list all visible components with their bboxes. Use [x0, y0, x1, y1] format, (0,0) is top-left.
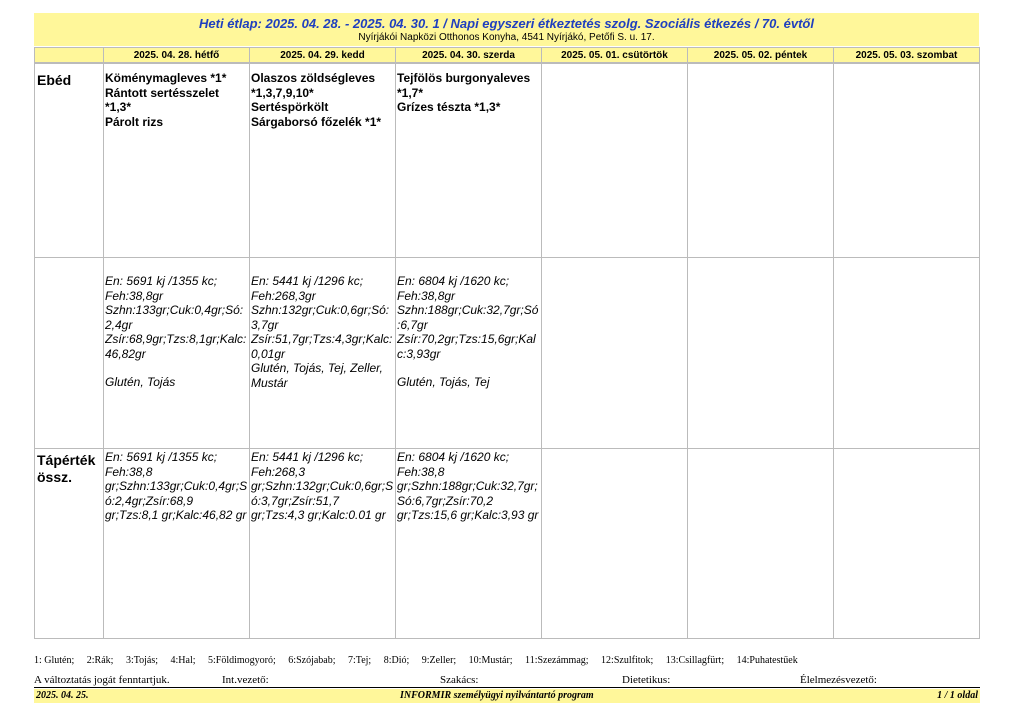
column-divider	[103, 64, 104, 638]
totals-line: gr;Szhn:188gr;Cuk:32,7gr;	[397, 479, 538, 493]
totals-line: gr;Szhn:132gr;Cuk:0,6gr;S	[251, 479, 394, 493]
meal-line: Grízes tészta *1,3*	[397, 100, 501, 114]
totals-label-line: össz.	[37, 469, 73, 485]
totals-line: Feh:268,3	[251, 464, 306, 479]
row-divider	[35, 448, 979, 449]
totals-line: ó:2,4gr;Zsír:68,9	[105, 493, 194, 508]
totals-line: Feh:38,8	[105, 464, 153, 479]
totals-cell-wednesday	[397, 450, 543, 523]
totals-line: gr;Tzs:4,3 gr;Kalc:0.01 gr	[251, 508, 386, 522]
meal-line: *1,7*	[397, 85, 424, 100]
meal-cell-monday	[105, 71, 249, 129]
signature-line	[34, 674, 980, 688]
nutrition-line: Zsír:68,9gr;Tzs:8,1gr;Kalc:	[105, 332, 247, 346]
nutrition-line: 46,82gr	[105, 346, 146, 361]
meal-line: *1,3*	[105, 100, 132, 114]
meal-line: Sertéspörkölt	[251, 100, 329, 114]
row-label-header	[35, 48, 104, 63]
meal-line: Olaszos zöldségleves	[251, 71, 376, 85]
totals-line: Feh:38,8	[397, 464, 445, 479]
column-divider	[687, 64, 688, 638]
nutrition-cell-tuesday	[251, 274, 395, 390]
column-divider	[395, 64, 396, 638]
kitchen-address: Nyírjákói Napközi Otthonos Konyha, 4541 Nyírjákó, Petőfi S. u. 17.	[358, 32, 655, 43]
rights-note: A változtatás jogát fenntartjuk.	[34, 674, 170, 686]
nutrition-line: Feh:268,3gr	[251, 288, 316, 303]
menu-grid	[34, 63, 980, 639]
column-divider	[541, 64, 542, 638]
allergen-legend: 1: Glutén; 2:Rák; 3:Tojás; 4:Hal; 5:Földimogyoró; 6:Szójabab; 7:Tej; 8:Dió; 9:Zeller; 10:Mustár; 11:Szezámmag; 12:Szulfitok; 13:Csillagfürt; 14:Puhatestűek	[34, 655, 798, 666]
day-header: 2025. 04. 28. hétfő	[104, 48, 250, 63]
meal-line: Tejfölös burgonyaleves	[397, 71, 531, 85]
meal-line: Köménymagleves *1*	[105, 71, 227, 85]
column-divider	[249, 64, 250, 638]
totals-row-label	[37, 452, 95, 486]
elelmezesvezeto-label: Élelmezésvezető:	[800, 674, 877, 686]
nutrition-line: En: 5691 kj /1355 kc;	[105, 274, 218, 288]
nutrition-line: Zsír:51,7gr;Tzs:4,3gr;Kalc:	[251, 332, 393, 346]
day-header: 2025. 04. 29. kedd	[250, 48, 396, 63]
totals-line: En: 5441 kj /1296 kc;	[251, 450, 364, 464]
int-vezeto-label: Int.vezető:	[222, 674, 269, 686]
lunch-row-label: Ebéd	[37, 72, 72, 88]
row-divider	[35, 257, 979, 258]
nutrition-line: Zsír:70,2gr;Tzs:15,6gr;Kal	[397, 332, 536, 346]
dietetikus-label: Dietetikus:	[622, 674, 671, 686]
totals-line: gr;Tzs:8,1 gr;Kalc:46,82 gr	[105, 508, 247, 522]
day-header: 2025. 05. 01. csütörtök	[542, 48, 688, 63]
totals-cell-monday	[105, 450, 251, 523]
nutrition-line: Szhn:133gr;Cuk:0,4gr;Só:	[105, 303, 244, 317]
nutrition-line: 3,7gr	[251, 317, 279, 332]
nutrition-line: 0,01gr	[251, 346, 286, 361]
nutrition-line: 2,4gr	[105, 317, 133, 332]
nutrition-cell-wednesday	[397, 274, 541, 390]
nutrition-line: Szhn:188gr;Cuk:32,7gr;Só	[397, 303, 539, 317]
totals-line: Só:6,7gr;Zsír:70,2	[397, 493, 494, 508]
totals-line: gr;Tzs:15,6 gr;Kalc:3,93 gr	[397, 508, 539, 522]
totals-line: ó:3,7gr;Zsír:51,7	[251, 493, 340, 508]
allergen-list: Glutén, Tojás	[105, 375, 176, 389]
totals-line: En: 6804 kj /1620 kc;	[397, 450, 510, 464]
meal-line: *1,3,7,9,10*	[251, 85, 314, 100]
day-header: 2025. 04. 30. szerda	[396, 48, 542, 63]
nutrition-line: En: 6804 kj /1620 kc;	[397, 274, 510, 288]
allergen-list: Glutén, Tojás, Tej, Zeller, Mustár	[251, 361, 383, 390]
totals-line: En: 5691 kj /1355 kc;	[105, 450, 218, 464]
nutrition-line: Feh:38,8gr	[397, 288, 456, 303]
program-name: INFORMIR személyügyi nyilvántartó program	[400, 690, 594, 701]
column-divider	[833, 64, 834, 638]
menu-header	[34, 13, 979, 46]
meal-line: Párolt rizs	[105, 114, 164, 129]
page-number: 1 / 1 oldal	[937, 690, 978, 701]
meal-line: Sárgaborsó főzelék *1*	[251, 114, 382, 129]
totals-cell-tuesday	[251, 450, 397, 523]
nutrition-line: Szhn:132gr;Cuk:0,6gr;Só:	[251, 303, 390, 317]
totals-label-line: Tápérték	[37, 452, 96, 468]
day-header: 2025. 05. 03. szombat	[834, 48, 980, 63]
meal-cell-tuesday	[251, 71, 395, 129]
day-header: 2025. 05. 02. péntek	[688, 48, 834, 63]
nutrition-line: Feh:38,8gr	[105, 288, 164, 303]
nutrition-line: :6,7gr	[397, 317, 428, 332]
nutrition-line: En: 5441 kj /1296 kc;	[251, 274, 364, 288]
menu-title: Heti étlap: 2025. 04. 28. - 2025. 04. 30. 1 / Napi egyszeri étkeztetés szolg. Szociális étkezés / 70. évtől	[199, 16, 814, 31]
day-header-row	[34, 47, 980, 63]
meal-cell-wednesday	[397, 71, 541, 115]
nutrition-line: c:3,93gr	[397, 346, 441, 361]
szakacs-label: Szakács:	[440, 674, 479, 686]
totals-line: gr;Szhn:133gr;Cuk:0,4gr;S	[105, 479, 248, 493]
nutrition-cell-monday	[105, 274, 249, 390]
print-date: 2025. 04. 25.	[36, 690, 89, 701]
meal-line: Rántott sertésszelet	[105, 85, 220, 100]
allergen-list: Glutén, Tojás, Tej	[397, 375, 490, 389]
footer-bar	[34, 689, 980, 703]
